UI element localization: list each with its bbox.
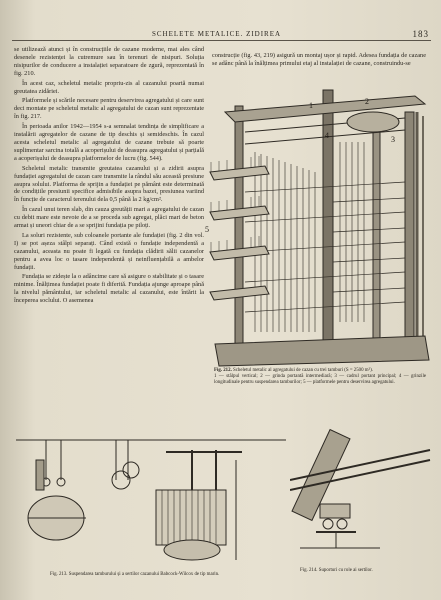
paragraph: În acest caz, scheletul metalic propriu-zis al cazanului poartă numai greutatea zidăriei. [14, 79, 204, 95]
running-title: SCHELETE METALICE. ZIDIREA [152, 30, 282, 38]
figure-marker: 4 [325, 131, 329, 140]
figure-marker: 5 [205, 225, 209, 234]
caption-legend: 1 — stâlpul vertical; 2 — grinda portantă intermediară; 3 — cadrul portant principal; 4 — grinzile longitudinale pentru suspendarea tamburilor; 5 — platformele pentru deservirea agregatului. [214, 374, 426, 386]
paragraph: se utilizează atunci și în construcțiile de cazane moderne, mai ales când desenele rezistenței la cutremure sau în terenuri de nisipuri. Soluția nisipurilor de conducere a instalației separatoare de zgură, reprezentată în fig. 210. [14, 46, 204, 77]
foundation [215, 336, 429, 366]
figure-marker: 2 [365, 97, 369, 106]
page-number: 183 [412, 29, 429, 39]
left-text-column [14, 46, 204, 307]
paragraph: La soluri rezistente, sub coloanele portante ale fundației (fig. 2 din vol. I) se pot așeza stâlpi separați. Când există o fundație independentă a cazanului, aceasta nu poate fi legată cu fundația clădirii sălii cazanelor pentru a avea loc o tasare independentă și neinfluențabilă a ambelor fundații. [14, 231, 204, 271]
column [405, 112, 414, 342]
caption-label: Fig. 212. [214, 368, 232, 373]
figure-212-drawing [205, 82, 433, 368]
paragraph: Platformele și scările necesare pentru deservirea agregatului și care sunt deci montate pe scheletul metalic al agregatului de cazan sunt reprezentate în fig. 217. [14, 97, 204, 121]
column [235, 106, 243, 346]
paragraph: În perioada anilor 1942—1954 s-a semnalat tendința de simplificare a instalării agregatelor de cazane de tip deschis și semideschis. În cazul acesta scheletul metalic al agregatului de cazane trebuie să poarte suplimentar sarcina totală a acoperișului de deasupra agregatului și parțială a acoperișului de deasupra platformelor de lucru (fig. 544). [14, 123, 204, 162]
figure-214-caption [300, 568, 425, 574]
caption-text: Scheletul metalic al agregatului de cazan cu trei tamburi (S = 2500 m²). [233, 368, 373, 373]
caption-label: Fig. 214. [300, 568, 318, 573]
figure-212-caption [214, 368, 426, 387]
figure-214-drawing [290, 420, 432, 572]
boiler-skeleton-illustration [205, 82, 433, 368]
paragraph: În cazul unui teren slab, din cauza greutății mari a agregatului de cazan cu debit mare este nevoie de a se proceda sub agregat, plăci mari de beton armat și uneori chiar de a se sprijini fundația pe piloți. [14, 206, 204, 230]
drum-suspension-illustration [16, 420, 286, 572]
right-text-column [212, 52, 426, 68]
caption-text: Suporturi cu role ai sertilor. [318, 568, 373, 573]
caption-label: Fig. 213. [50, 572, 68, 577]
figure-marker: 3 [391, 135, 395, 144]
figure-213-drawing [16, 420, 286, 572]
column [373, 122, 380, 350]
paragraph: Fundația se zidește la o adâncime care să asigure o stabilitate și o tasare minime. Înălțimea fundației poate fi diferită. Fundația ajunge aproape până la nivelul pământului, iar scheletul metalic al cazanului, este întărit la începerea soclului. O asemenea [14, 273, 204, 305]
paragraph: construcție (fig. 43, 219) asigură un montaj ușor și rapid. Adesea fundația de cazane se adânc până la înălțimea primului etaj al instalației de cazane, construindu-se [212, 52, 426, 67]
figure-213-caption [50, 572, 220, 578]
figure-marker: 1 [309, 101, 313, 110]
drum [347, 112, 399, 132]
page-header [12, 30, 431, 41]
paragraph: Scheletul metalic transmite greutatea cazanului și a zidirii asupra fundației agregatului de cazan care transmite la rândul său această presiune asupra solului. Platforma de sprijin a fundației pe pământ este determinată de condițiile presiunii specifice admisibile asupra bazei, presiunea variind în funcție de caracterul terenului dela 0,5 până la 2 kg/cm². [14, 164, 204, 204]
caption-text: Suspendarea tamburului și a sertilor cazanului Babcock-Wilcox de tip marin. [68, 572, 220, 577]
roller-support-illustration [290, 420, 432, 572]
